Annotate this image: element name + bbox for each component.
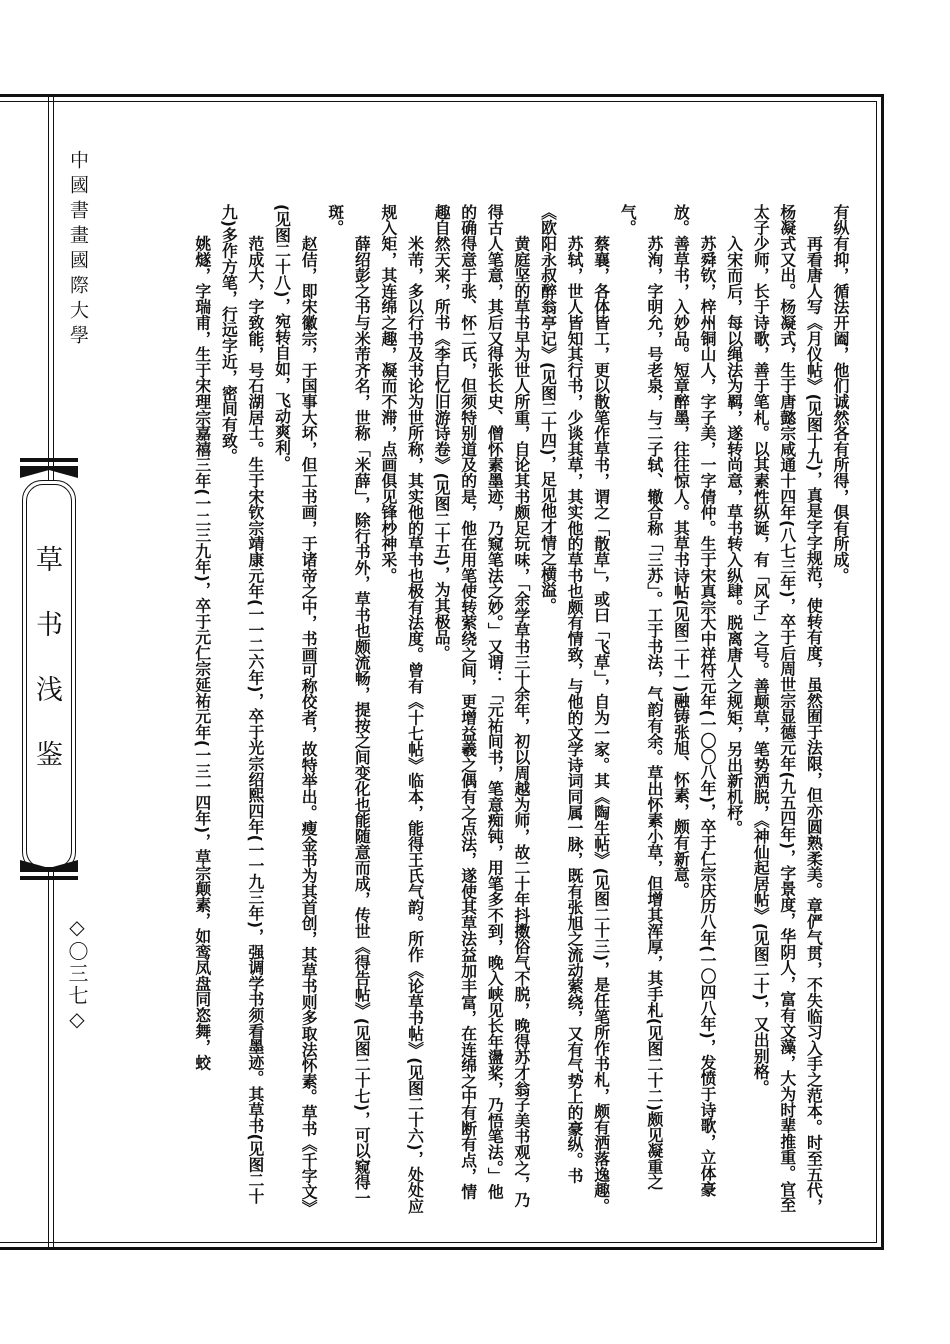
sidebar-divider-line: [53, 872, 54, 1250]
paragraph: 米芾，多以行书及书论为世所称，其实他的草书也极有法度。曾有《十七帖》临本，能得王氏气韵。所作《论草书帖》(见图二十六)，处处应规入矩，其连绵之趣，凝而不滞，点画俱见锋杪神采。: [378, 204, 425, 1214]
paragraph: 范成大，字致能，号石湖居士。生于宋钦宗靖康元年(一一二六年)，卒于光宗绍熙四年(一一九三年)，强调学书须看墨迹。其草书(见图二十九)多作方笔，行远字近，密间有致。: [219, 204, 265, 1204]
paragraph: 薛绍彭之书与米芾齐名，世称「米薛」，除行书外，草书也颇流畅，提按之间变化也能随意而成，传世《得告帖》(见图二十七)，可以窥得一斑。: [325, 204, 372, 1206]
section-title: 草书浅鉴: [31, 545, 62, 805]
paragraph: 苏洵，字明允，号老泉，与二子轼、辙合称「三苏」。工于书法，气韵有余。草出怀素小草，但增其浑厚，其手札(见图二十二)颇见凝重之气。: [618, 204, 664, 1191]
body-text: [118, 204, 853, 1214]
paragraph: 黄庭坚的草书早为世人所重，自论其书颇足玩味，「余学草书三十余年，初以周越为师，故二十年抖擞俗气不脱，晚得苏才翁子美书观之，乃得古人笔意，其后又得张长史、僧怀素墨迹，乃窥笔法之妙。」又谓：「元祐间书，笔意痴钝，用笔多不到，晚入峡见长年盪桨，乃悟笔法。」他的确得意于张、怀二氏，但须特别道及的是，他在用笔使转萦绕之间，更增益羲之偶有之点法，遂使其草法益加丰富，在连绵之中有断有点，情趣自然天来，所书《李白忆旧游诗卷》(见图二十五)，为其极品。: [432, 204, 531, 1208]
sidebar-divider-line: [48, 872, 49, 1250]
sidebar-divider-line: [53, 94, 54, 480]
paragraph: 苏轼，世人皆知其行书，少谈其草，其实他的草书也颇有情致，与他的文学诗词同属一脉，既有张旭之流动萦绕，又有气势上的豪纵。书《欧阳永叔醉翁亭记》(见图二十四)，足见他才情之横溢。: [538, 204, 585, 1184]
paragraph: 赵佶，即宋徽宗，于国事大坏，但工书画，于诸帝之中，书画可称佼者，故特举出。瘦金书为其首创，其草书则多取法怀素。草书《千字文》(见图二十八)，宛转自如，飞动爽利。: [272, 204, 319, 1208]
paragraph: 再看唐人写《月仪帖》(见图十九)，真是字字规范，使转有度，虽然囿于法限，但亦圆熟柔美。章俨气贯，不失临习入手之范本。时至五代，杨凝式又出。杨凝式，生于唐懿宗咸通十四年(八七三年)，卒于后周世宗显德元年(九五四年)，字景度，华阴人，富有文藻，大为时辈推重。官至太子少师，长于诗歌，善于笔札。以其素性纵诞，有「风子」之号。善颠草，笔势洒脱，《神仙起居帖》(见图二十)，又出别格。: [751, 204, 824, 1214]
page-number: ◇〇三七◇: [65, 915, 89, 1033]
sidebar-divider-line: [48, 94, 49, 480]
paragraph: 苏舜钦，梓州铜山人，字子美，一字倩仲。生于宋真宗大中祥符元年(一〇〇八年)，卒于仁宗庆历八年(一〇四八年)，发愤于诗歌，立体豪放。善草书，入妙品。短章醉墨，往往惊人。其草书诗帖(见图二十一)融铸张旭、怀素，颇有新意。: [671, 204, 718, 1197]
book-title: 中國書畫國際大學: [67, 150, 89, 350]
top-ornament: [20, 458, 78, 478]
paragraph: 蔡襄，各体皆工，更以散笔作草书，谓之「散草」，或曰「飞草」，自为一家。其《陶生帖》(见图二十三)，是任笔所作书札，颇有洒落逸趣。: [591, 204, 611, 1214]
paragraph: 入宋而后，每以绳法为羁，遂转尚意，草书转入纵肆。脱离唐人之规矩，另出新机杼。: [724, 204, 744, 836]
paragraph: 有纵有抑，循法开阖，他们诚然各有所得，俱有所成。: [831, 204, 850, 584]
paragraph: 姚燧，字瑞甫，生于宋理宗嘉禧三年(一二三九年)，卒于元仁宗延祐元年(一三一四年)，草宗颠素，如鸾凤盘同恣舞，蛟: [192, 204, 212, 1071]
bottom-ornament: [20, 860, 78, 880]
